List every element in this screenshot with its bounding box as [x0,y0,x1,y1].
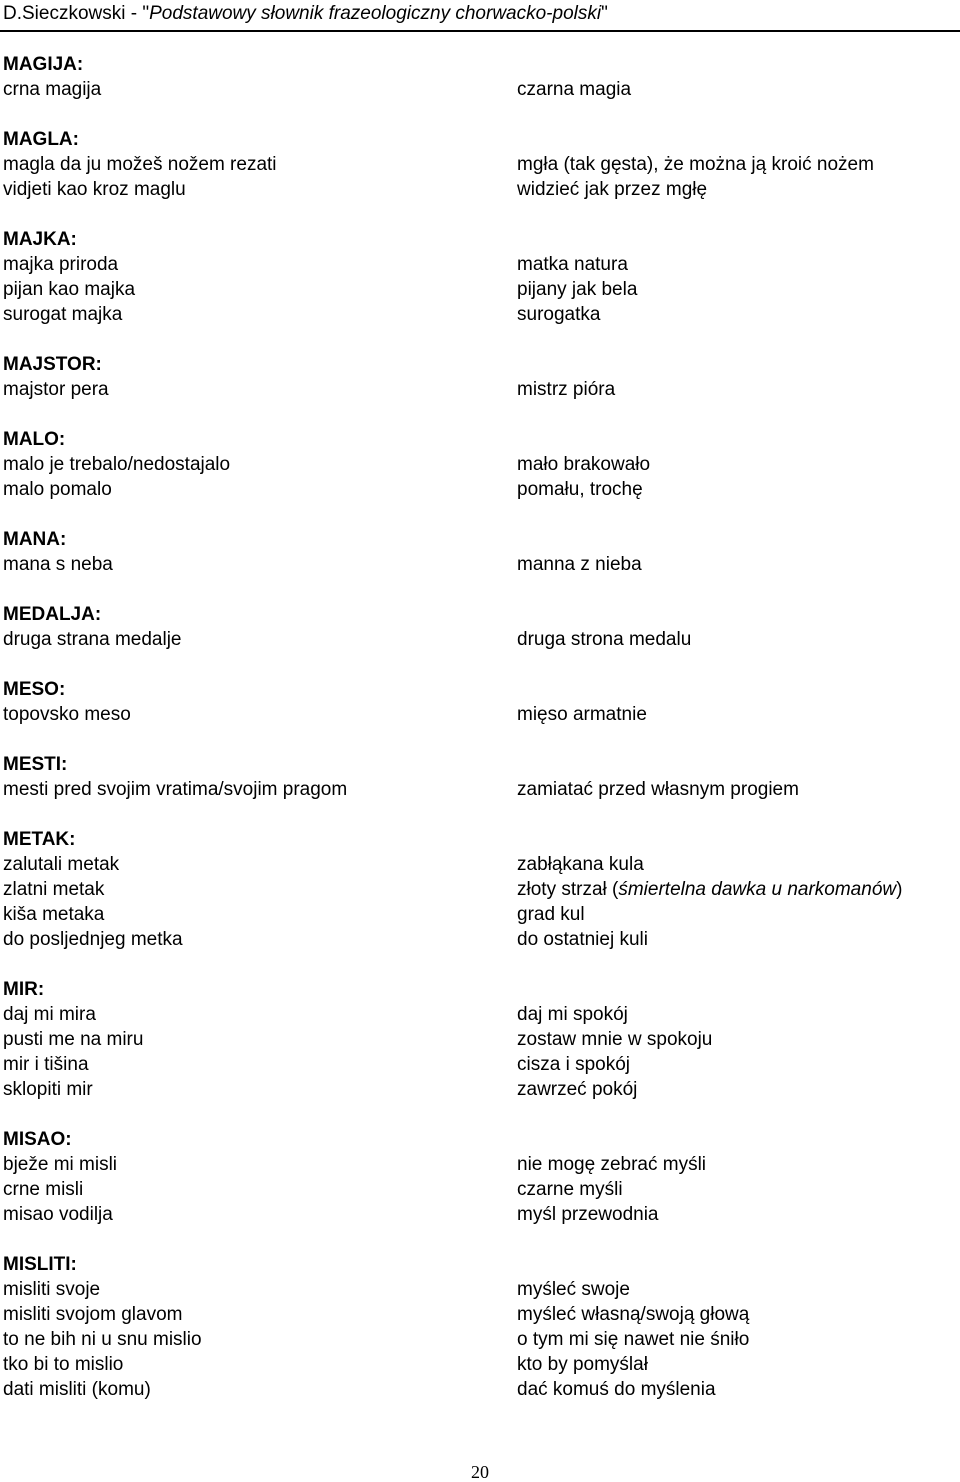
polish-translation [517,552,642,577]
entry-headword: MANA: [3,529,67,550]
croatian-phrase: druga strana medalje [3,629,182,650]
phrase-row [3,302,960,327]
phrase-row [3,1302,960,1327]
entry-headword: MIR: [3,979,45,1000]
polish-translation [517,1177,623,1202]
polish-translation-text: mistrz pióra [517,379,616,400]
croatian-phrase: dati misliti (komu) [3,1379,151,1400]
croatian-phrase: malo je trebalo/nedostajalo [3,454,231,475]
phrase-row [3,1277,960,1302]
polish-translation [517,627,691,652]
croatian-phrase: majstor pera [3,379,109,400]
entry-headword: MESO: [3,679,66,700]
polish-translation [517,252,628,277]
polish-translation-text: surogatka [517,304,601,325]
croatian-phrase: pijan kao majka [3,279,136,300]
entry-headword: MAJSTOR: [3,354,102,375]
polish-translation [517,1202,659,1227]
croatian-phrase: kiša metaka [3,904,105,925]
phrase-row [3,452,960,477]
polish-translation-text: grad kul [517,904,585,925]
polish-translation-text: złoty strzał ( [517,879,619,900]
dictionary-entry [3,977,960,1102]
dictionary-entry [3,52,960,102]
polish-translation [517,377,615,402]
polish-translation-text: pijany jak bela [517,279,638,300]
croatian-phrase: misao vodilja [3,1204,113,1225]
croatian-phrase: daj mi mira [3,1004,96,1025]
croatian-phrase: surogat majka [3,304,123,325]
dictionary-entry [3,602,960,652]
polish-translation [517,1327,749,1352]
dictionary-entry [3,352,960,402]
polish-translation-text: czarne myśli [517,1179,623,1200]
phrase-row [3,477,960,502]
entry-headword: METAK: [3,829,76,850]
polish-translation [517,77,631,102]
dictionary-entry [3,127,960,202]
dictionary-entry [3,427,960,502]
croatian-phrase: misliti svoje [3,1279,101,1300]
polish-translation-note: śmiertelna dawka u narkomanów [618,879,897,900]
dictionary-entry [3,752,960,802]
polish-translation [517,477,643,502]
polish-translation [517,152,874,177]
polish-translation [517,302,600,327]
polish-translation-closing: ) [896,879,903,900]
polish-translation [517,877,902,902]
polish-translation [517,1377,716,1402]
entry-headword: MEDALJA: [3,604,102,625]
polish-translation-text: mało brakowało [517,454,651,475]
croatian-phrase: crna magija [3,79,102,100]
phrase-row [3,1352,960,1377]
polish-translation-text: dać komuś do myślenia [517,1379,716,1400]
polish-translation [517,452,650,477]
croatian-phrase: zalutali metak [3,854,120,875]
dictionary-entry [3,677,960,727]
phrase-row [3,377,960,402]
croatian-phrase: mir i tišina [3,1054,89,1075]
entry-headword: MAGIJA: [3,54,84,75]
polish-translation-text: o tym mi się nawet nie śniło [517,1329,750,1350]
polish-translation-text: daj mi spokój [517,1004,628,1025]
croatian-phrase: pusti me na miru [3,1029,144,1050]
croatian-phrase: magla da ju možeš nožem rezati [3,154,277,175]
header-book-title: Podstawowy słownik frazeologiczny chorwacko-polski [149,3,602,24]
polish-translation [517,1077,637,1102]
polish-translation [517,927,648,952]
phrase-row [3,552,960,577]
croatian-phrase: mesti pred svojim vratima/svojim pragom [3,779,348,800]
dictionary-entries [3,52,960,1427]
polish-translation-text: zostaw mnie w spokoju [517,1029,713,1050]
phrase-row [3,1177,960,1202]
polish-translation-text: cisza i spokój [517,1054,630,1075]
dictionary-entry [3,827,960,952]
phrase-row [3,252,960,277]
phrase-row [3,927,960,952]
phrase-row [3,1202,960,1227]
polish-translation [517,1002,628,1027]
polish-translation [517,177,707,202]
page-number: 20 [471,1462,489,1482]
dictionary-entry [3,1252,960,1402]
entry-headword: MAJKA: [3,229,77,250]
croatian-phrase: tko bi to mislio [3,1354,124,1375]
polish-translation [517,902,585,927]
phrase-row [3,777,960,802]
polish-translation-text: zawrzeć pokój [517,1079,638,1100]
phrase-row [3,1327,960,1352]
entry-headword: MESTI: [3,754,68,775]
polish-translation-text: zabłąkana kula [517,854,644,875]
polish-translation-text: myśl przewodnia [517,1204,659,1225]
document-header [0,0,960,32]
croatian-phrase: misliti svojom glavom [3,1304,183,1325]
polish-translation [517,777,799,802]
entry-headword: MISLITI: [3,1254,77,1275]
entry-headword: MAGLA: [3,129,79,150]
polish-translation [517,1352,648,1377]
polish-translation-text: czarna magia [517,79,632,100]
phrase-row [3,627,960,652]
entry-headword: MISAO: [3,1129,72,1150]
phrase-row [3,1077,960,1102]
croatian-phrase: do posljednjeg metka [3,929,183,950]
polish-translation [517,1152,706,1177]
polish-translation [517,1302,749,1327]
croatian-phrase: bježe mi misli [3,1154,118,1175]
phrase-row [3,1002,960,1027]
dictionary-entry [3,1127,960,1227]
polish-translation-text: do ostatniej kuli [517,929,648,950]
phrase-row [3,277,960,302]
entry-headword: MALO: [3,429,66,450]
dictionary-entry [3,227,960,327]
polish-translation-text: myśleć własną/swoją głową [517,1304,750,1325]
phrase-row [3,1052,960,1077]
phrase-row [3,152,960,177]
croatian-phrase: mana s neba [3,554,113,575]
header-closing-quote: " [601,3,608,24]
phrase-row [3,1377,960,1402]
polish-translation [517,277,637,302]
polish-translation-text: druga strona medalu [517,629,692,650]
polish-translation-text: kto by pomyślał [517,1354,648,1375]
polish-translation-text: myśleć swoje [517,1279,630,1300]
dictionary-entry [3,527,960,577]
phrase-row [3,77,960,102]
polish-translation-text: manna z nieba [517,554,642,575]
croatian-phrase: topovsko meso [3,704,131,725]
croatian-phrase: majka priroda [3,254,119,275]
phrase-row [3,702,960,727]
croatian-phrase: zlatni metak [3,879,105,900]
croatian-phrase: vidjeti kao kroz maglu [3,179,186,200]
phrase-row [3,852,960,877]
polish-translation [517,852,644,877]
croatian-phrase: sklopiti mir [3,1079,93,1100]
polish-translation-text: widzieć jak przez mgłę [517,179,708,200]
polish-translation-text: mgła (tak gęsta), że można ją kroić nożem [517,154,874,175]
polish-translation [517,702,647,727]
polish-translation [517,1277,630,1302]
polish-translation-text: mięso armatnie [517,704,647,725]
phrase-row [3,877,960,902]
phrase-row [3,177,960,202]
croatian-phrase: malo pomalo [3,479,112,500]
phrase-row [3,1152,960,1177]
header-author: D.Sieczkowski - " [3,3,150,24]
phrase-row [3,1027,960,1052]
polish-translation [517,1052,630,1077]
phrase-row [3,902,960,927]
polish-translation-text: matka natura [517,254,628,275]
polish-translation-text: nie mogę zebrać myśli [517,1154,707,1175]
polish-translation-text: zamiatać przed własnym progiem [517,779,799,800]
croatian-phrase: crne misli [3,1179,84,1200]
croatian-phrase: to ne bih ni u snu mislio [3,1329,202,1350]
polish-translation [517,1027,712,1052]
polish-translation-text: pomału, trochę [517,479,643,500]
